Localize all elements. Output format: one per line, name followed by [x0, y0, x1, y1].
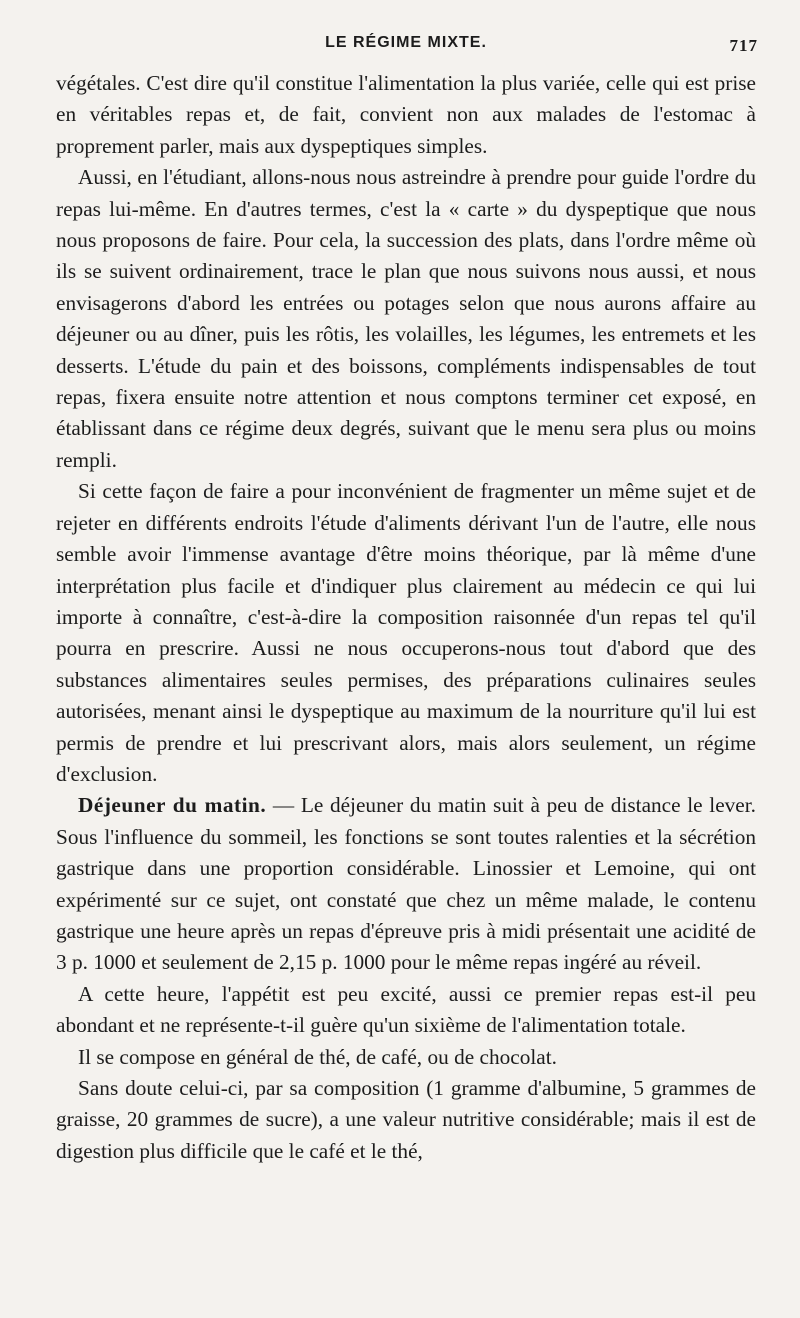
paragraph [56, 979, 756, 1042]
paragraph-continuation [56, 68, 756, 162]
section-heading: Déjeuner du matin. [78, 793, 267, 818]
paragraph-text: Si cette façon de faire a pour inconvénient de fragmenter un même sujet et de rejeter en différents endroits l'étude d'aliments dérivant l'un de l'autre, elle nous semble avoir l'immense avantage d'être moins théorique, par là même d'une interprétation plus facile et d'indiquer plus clairement au médecin ce qui lui importe à connaître, c'est-à-dire la composition raisonnée d'un repas tel qu'il pourra en prescrire. Aussi ne nous occuperons-nous tout d'abord que des substances alimentaires seules permises, des préparations culinaires seules autorisées, menant ainsi le dyspeptique au maximum de la nourriture qu'il lui est permis de prendre et lui prescrivant alors, mais alors seulement, un régime d'exclusion. [56, 479, 756, 786]
paragraph [56, 1042, 756, 1073]
paragraph-section [56, 790, 756, 978]
paragraph-text: Aussi, en l'étudiant, allons-nous nous astreindre à prendre pour guide l'ordre du repas lui-même. En d'autres termes, c'est la « carte » du dyspeptique que nous nous proposons de faire. Pour cela, la succession des plats, dans l'ordre même où ils se suivent ordinairement, trace le plan que nous suivons nous aussi, et nous envisagerons d'abord les entrées ou potages selon que nous aurons affaire au déjeuner ou au dîner, puis les rôtis, les volailles, les légumes, les entremets et les desserts. L'étude du pain et des boissons, compléments indispensables de tout repas, fixera ensuite notre attention et nous comptons terminer cet exposé, en établissant dans ce régime deux degrés, suivant que le menu sera plus ou moins rempli. [56, 165, 756, 472]
paragraph [56, 476, 756, 790]
paragraph [56, 1073, 756, 1167]
paragraph-text: — Le déjeuner du matin suit à peu de distance le lever. Sous l'influence du sommeil, les fonctions se sont toutes ralenties et la sécrétion gastrique dans une proportion considérable. Linossier et Lemoine, qui ont expérimenté sur ce sujet, ont constaté que chez un même malade, le contenu gastrique une heure après un repas d'épreuve pris à midi présentait une acidité de 3 p. 1000 et seulement de 2,15 p. 1000 pour le même repas ingéré au réveil. [56, 793, 756, 975]
body-text [56, 68, 756, 1167]
page-header [56, 30, 756, 60]
page-number: 717 [729, 36, 758, 55]
paragraph-text: A cette heure, l'appétit est peu excité, aussi ce premier repas est-il peu abondant et ne représente-t-il guère qu'un sixième de l'alimentation totale. [56, 981, 756, 1038]
running-title: LE RÉGIME MIXTE. [325, 34, 487, 51]
paragraph [56, 162, 756, 476]
paragraph-text: Sans doute celui-ci, par sa composition (1 gramme d'albumine, 5 grammes de graisse, 20 grammes de sucre), a une valeur nutritive considérable; mais il est de digestion plus difficile que le café et le thé, [56, 1076, 756, 1163]
paragraph-text: végétales. C'est dire qu'il constitue l'alimentation la plus variée, celle qui est prise en véritables repas et, de fait, convient non aux malades de l'estomac à proprement parler, mais aux dyspeptiques simples. [56, 71, 756, 158]
paragraph-text: Il se compose en général de thé, de café, ou de chocolat. [78, 1044, 557, 1069]
